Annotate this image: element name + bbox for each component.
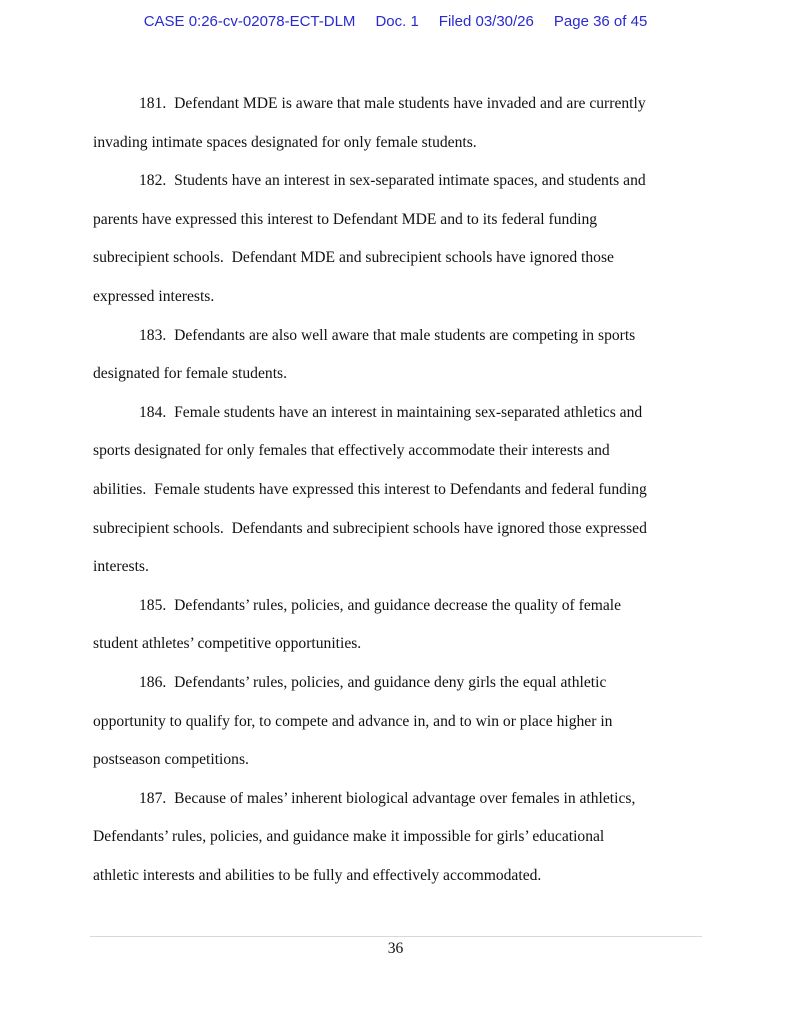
- case-header: [0, 13, 791, 30]
- page-number: 36: [387, 940, 404, 957]
- paragraph-182-line-4: expressed interests.: [93, 287, 215, 305]
- paragraph-184-line-3: abilities. Female students have expressed this interest to Defendants and federal funding: [93, 480, 647, 498]
- paragraph-184-line-1: [93, 400, 703, 439]
- paragraph-187-line-2: Defendants’ rules, policies, and guidance make it impossible for girls’ educational: [93, 828, 605, 846]
- paragraph-182-line-1: [93, 168, 703, 207]
- document-number: Doc. 1: [375, 13, 419, 30]
- paragraph-185-line-1: [93, 593, 703, 632]
- paragraph-184-line-5: interests.: [93, 558, 149, 576]
- paragraph-text: Female students have an interest in maintaining sex-separated athletics and: [174, 403, 643, 421]
- paragraph-181-line-1: [93, 91, 703, 130]
- paragraph-number: 186.: [139, 673, 167, 691]
- paragraph-187-line-3: athletic interests and abilities to be fully and effectively accommodated.: [93, 866, 542, 884]
- paragraph-184-line-4: subrecipient schools. Defendants and subrecipient schools have ignored those expressed: [93, 519, 647, 537]
- paragraph-text: Students have an interest in sex-separated intimate spaces, and students and: [174, 172, 646, 190]
- paragraph-number: 187.: [139, 789, 167, 807]
- document-body: [93, 91, 703, 901]
- paragraph-187-line-1: [93, 786, 703, 825]
- paragraph-185-line-2: student athletes’ competitive opportunities.: [93, 635, 362, 653]
- case-number: CASE 0:26-cv-02078-ECT-DLM: [143, 13, 356, 30]
- paragraph-text: Because of males’ inherent biological advantage over females in athletics,: [174, 789, 636, 807]
- paragraph-text: Defendant MDE is aware that male students have invaded and are currently: [174, 95, 646, 112]
- paragraph-186-line-3: postseason competitions.: [93, 751, 249, 769]
- filed-date: Filed 03/30/26: [438, 13, 534, 30]
- page-indicator: Page 36 of 45: [553, 13, 648, 30]
- paragraph-number: 185.: [139, 596, 167, 614]
- paragraph-number: 181.: [139, 95, 167, 112]
- footer-divider: [90, 936, 702, 937]
- paragraph-186-line-1: [93, 670, 703, 709]
- paragraph-181-line-2: invading intimate spaces designated for only female students.: [93, 133, 477, 151]
- paragraph-182-line-2: parents have expressed this interest to Defendant MDE and to its federal funding: [93, 210, 598, 228]
- paragraph-182-line-3: subrecipient schools. Defendant MDE and subrecipient schools have ignored those: [93, 249, 614, 267]
- paragraph-text: Defendants are also well aware that male students are competing in sports: [174, 326, 636, 344]
- paragraph-text: Defendants’ rules, policies, and guidance deny girls the equal athletic: [174, 673, 607, 691]
- paragraph-184-line-2: sports designated for only females that effectively accommodate their interests and: [93, 442, 610, 460]
- paragraph-text: Defendants’ rules, policies, and guidance decrease the quality of female: [174, 596, 622, 614]
- paragraph-number: 183.: [139, 326, 167, 344]
- paragraph-186-line-2: opportunity to qualify for, to compete and advance in, and to win or place higher in: [93, 712, 613, 730]
- paragraph-183-line-2: designated for female students.: [93, 365, 287, 383]
- paragraph-number: 184.: [139, 403, 167, 421]
- paragraph-183-line-1: [93, 323, 703, 362]
- paragraph-number: 182.: [139, 172, 167, 190]
